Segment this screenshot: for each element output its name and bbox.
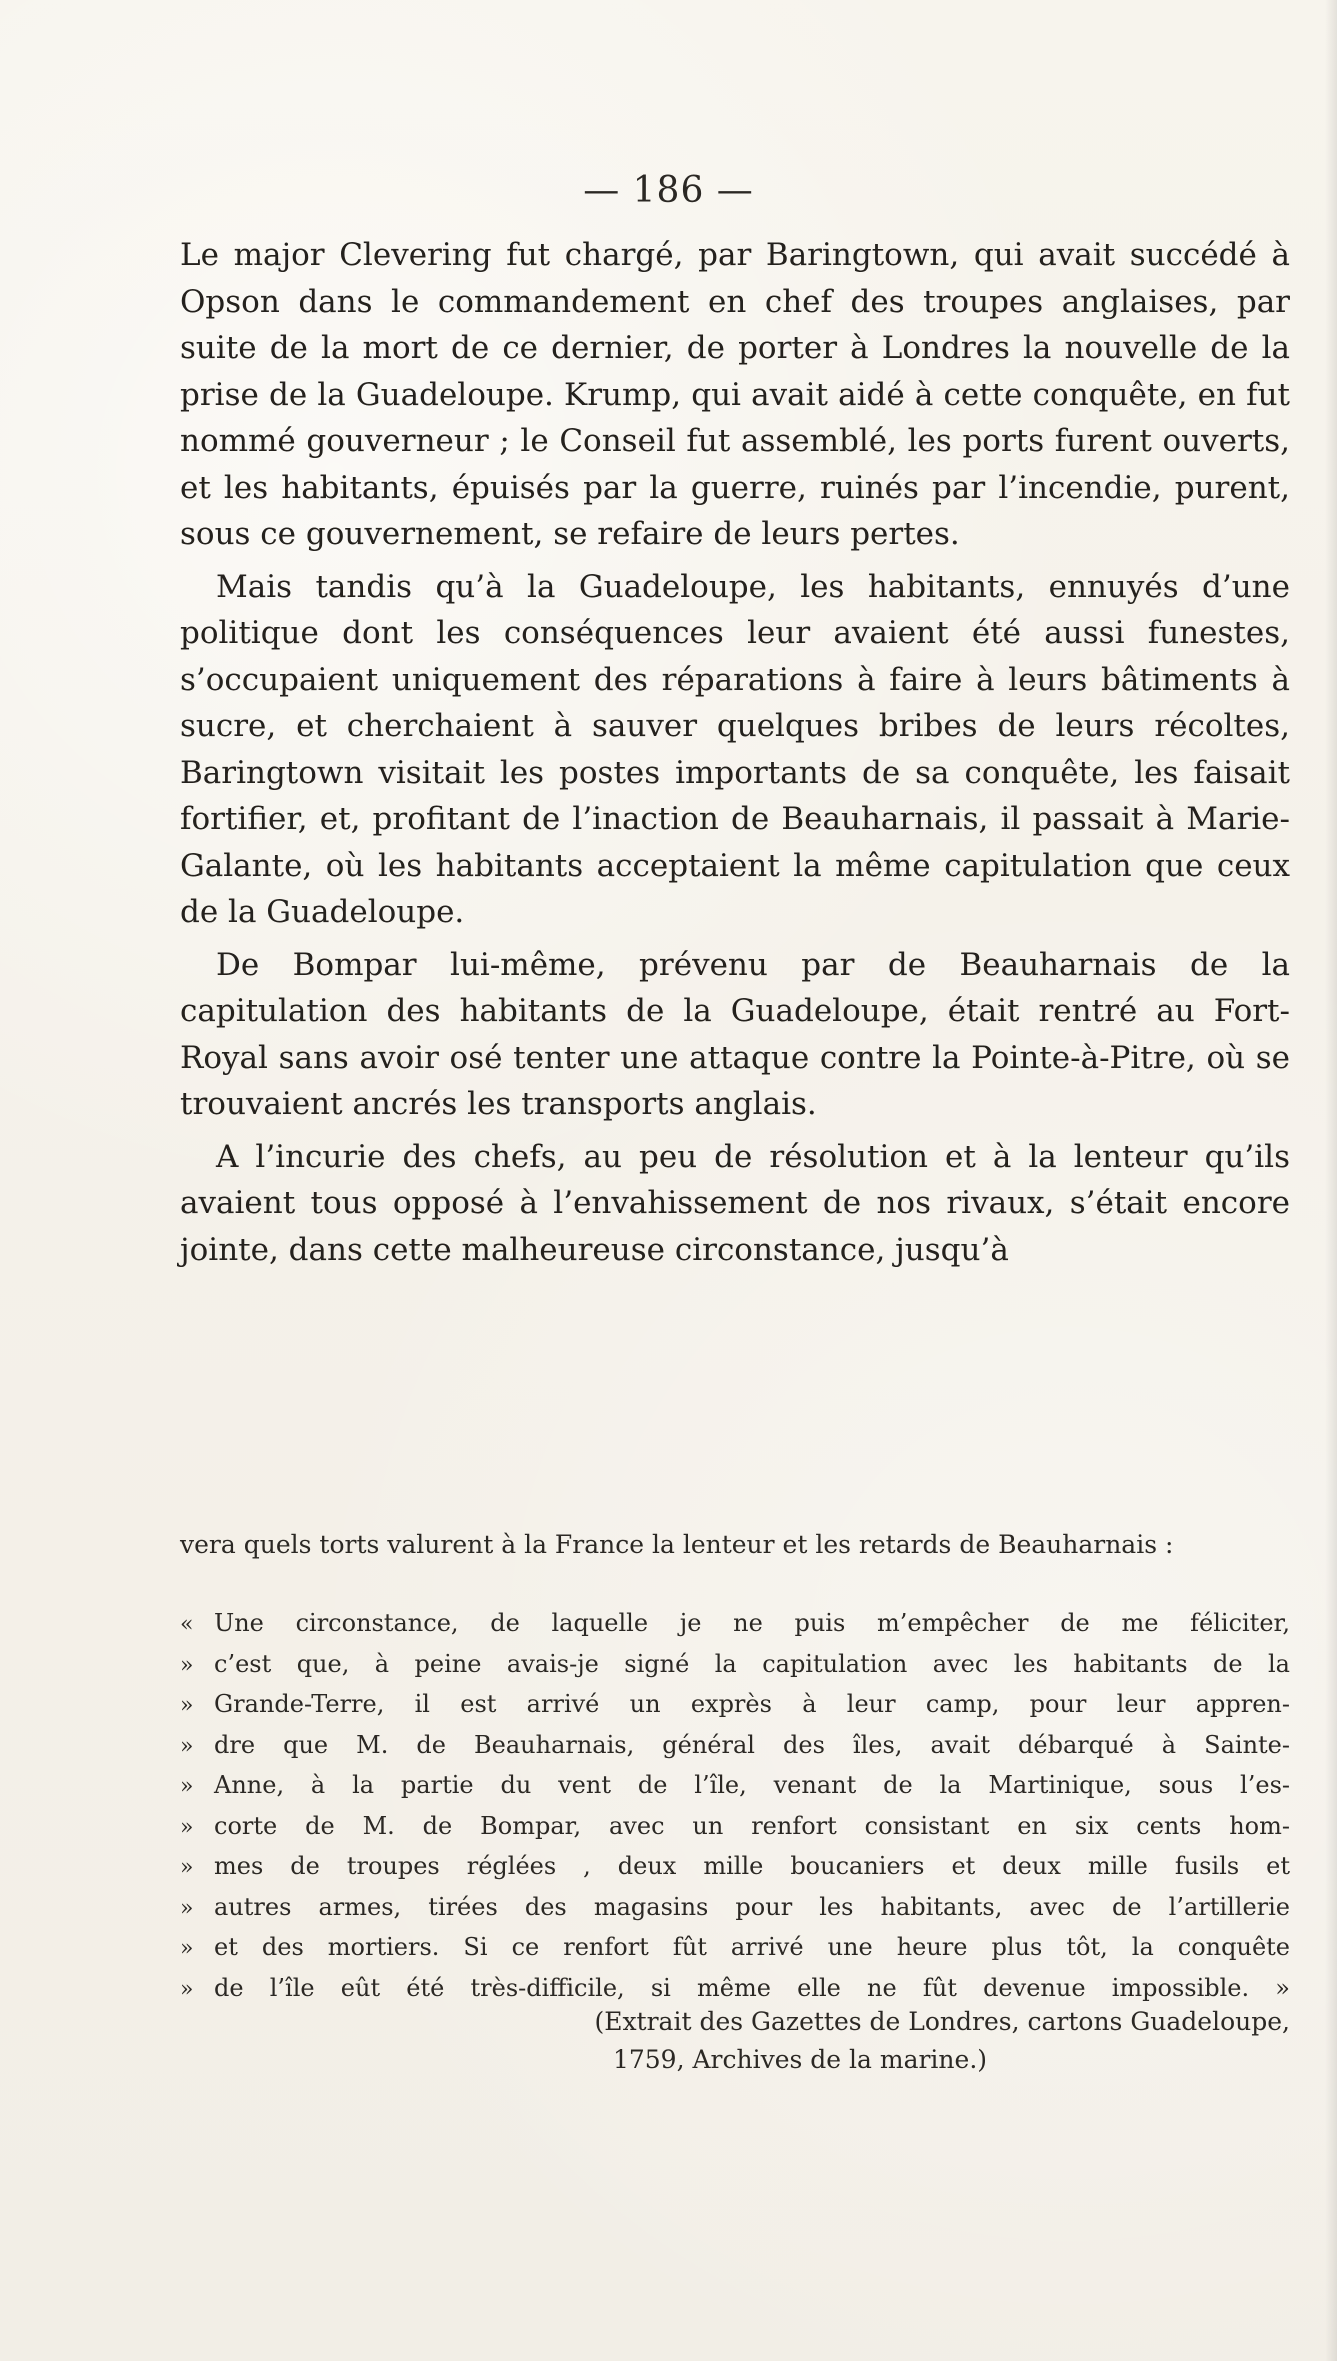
quote-line (180, 1604, 1290, 1645)
quote-mark: » (180, 1733, 194, 1759)
quote-mark: » (180, 1855, 194, 1880)
quote-line (180, 1969, 1290, 2010)
quote-mark: » (180, 1652, 194, 1678)
source-citation-line-2: 1759, Archives de la marine.) (612, 2045, 988, 2074)
quote-mark: » (180, 1693, 194, 1718)
footnote-intro: vera quels torts valurent à la France la lenteur et les retards de Beauharnais : (180, 1530, 1174, 1559)
quote-text: Anne, à la partie du vent de l’île, venant de la Martinique, sous l’es- (214, 1771, 1290, 1799)
quote-text: Une circonstance, de laquelle je ne puis m’empêcher de me féliciter, (214, 1609, 1290, 1637)
source-citation-line-1: (Extrait des Gazettes de Londres, cartons Guadeloupe, (594, 2007, 1290, 2036)
quoted-extract (180, 1604, 1290, 2009)
quote-text: c’est que, à peine avais-je signé la capitulation avec les habitants de la (214, 1649, 1290, 1678)
quote-text: de l’île eût été très-difficile, si même elle ne fût devenue impossible. » (214, 1973, 1290, 2002)
quote-line (180, 1685, 1290, 1726)
quote-text: mes de troupes réglées , deux mille boucaniers et deux mille fusils et (214, 1852, 1290, 1880)
main-text-block (180, 232, 1290, 1279)
quote-mark: » (180, 1774, 194, 1799)
quote-line (180, 1928, 1290, 1969)
paragraph-2: Mais tandis qu’à la Guadeloupe, les habitants, ennuyés d’une politique dont les conséquences leur avaient été aussi funestes, s’occupaient uniquement des réparations à faire à leurs bâtiments à sucre, et cherchaient à sauver quelques bribes de leurs récoltes, Baringtown visitait les postes importants de sa conquête, les faisait fortifier, et, profitant de l’inaction de Beauharnais, il passait à Marie-Galante, où les habitants acceptaient la même capitulation que ceux de la Guadeloupe. (180, 568, 1290, 930)
quote-mark: « (180, 1612, 194, 1637)
quote-text: autres armes, tirées des magasins pour les habitants, avec de l’artillerie (214, 1892, 1290, 1921)
quote-line (180, 1766, 1290, 1807)
quote-line (180, 1888, 1290, 1929)
quote-line (180, 1847, 1290, 1888)
quote-text: Grande-Terre, il est arrivé un exprès à leur camp, pour leur appren- (214, 1690, 1290, 1718)
quote-text: et des mortiers. Si ce renfort fût arrivé une heure plus tôt, la conquête (214, 1933, 1290, 1961)
quote-line (180, 1807, 1290, 1848)
paragraph-1: Le major Clevering fut chargé, par Baringtown, qui avait succédé à Opson dans le commandement en chef des troupes anglaises, par suite de la mort de ce dernier, de porter à Londres la nouvelle de la prise de la Guadeloupe. Krump, qui avait aidé à cette conquête, en fut nommé gouverneur ; le Conseil fut assemblé, les ports furent ouverts, et les habitants, épuisés par la guerre, ruinés par l’incendie, purent, sous ce gouvernement, se refaire de leurs pertes. (180, 237, 1290, 552)
quote-text: corte de M. de Bompar, avec un renfort consistant en six cents hom- (214, 1811, 1290, 1840)
quote-line (180, 1726, 1290, 1767)
quote-mark: » (180, 1814, 194, 1840)
paragraph-4: A l’incurie des chefs, au peu de résolution et à la lenteur qu’ils avaient tous opposé à l’envahissement de nos rivaux, s’était encore jointe, dans cette malheureuse circonstance, jusqu’à (180, 1138, 1290, 1268)
page-number: — 186 — (583, 170, 754, 211)
quote-mark: » (180, 1895, 194, 1921)
paragraph-3: De Bompar lui-même, prévenu par de Beauharnais de la capitulation des habitants de la Guadeloupe, était rentré au Fort-Royal sans avoir osé tenter une attaque contre la Pointe-à-Pitre, où se trouvaient ancrés les transports anglais. (180, 946, 1290, 1122)
quote-mark: » (180, 1976, 194, 2002)
quote-mark: » (180, 1936, 194, 1961)
quote-text: dre que M. de Beauharnais, général des îles, avait débarqué à Sainte- (214, 1730, 1290, 1759)
quote-line (180, 1645, 1290, 1686)
